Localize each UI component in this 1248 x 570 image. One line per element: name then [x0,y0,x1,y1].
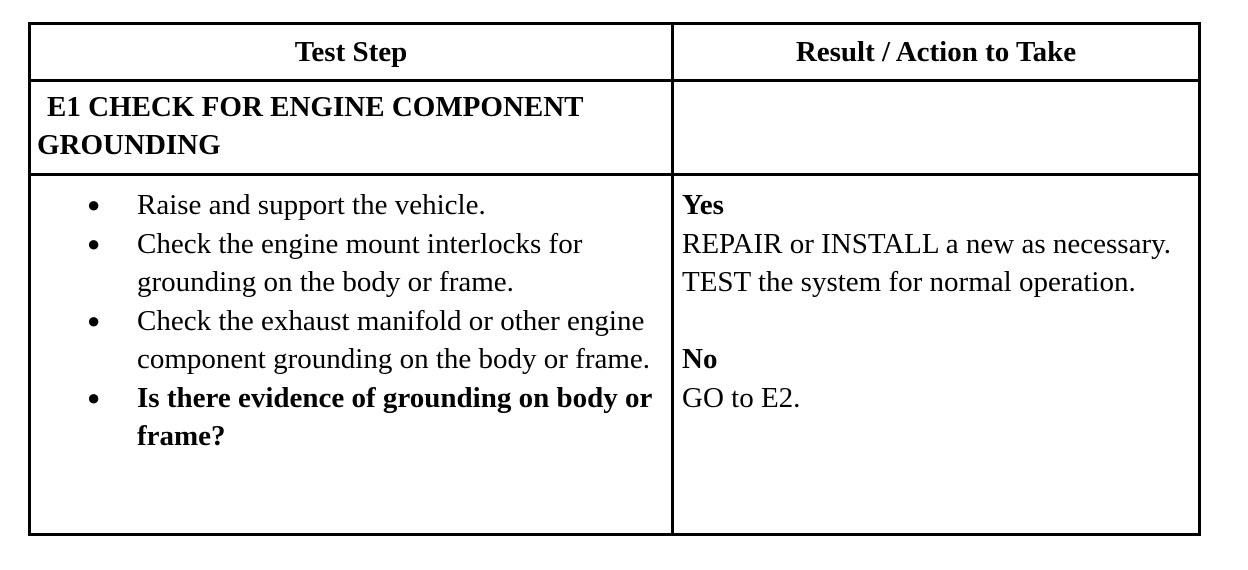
step-item: ● Raise and support the vehicle. [31,186,667,225]
step-body-row [30,175,1200,535]
step-title-line2: GROUNDING [37,129,221,161]
result-action-header: Result / Action to Take [673,24,1200,81]
result-cell [673,175,1200,535]
no-label: No [682,343,718,375]
step-title-line1: E1 CHECK FOR ENGINE COMPONENT [47,91,584,123]
no-action: GO to E2. [682,381,801,414]
step-question: ● Is there evidence of grounding on body or frame? [31,379,667,456]
step-item: ● Check the engine mount interlocks for grounding on the body or frame. [31,225,667,302]
step-title-row [30,81,1200,175]
bullet-icon: ● [87,230,101,256]
empty-result-cell [673,81,1200,175]
diagnostic-table [28,22,1201,536]
yes-action: REPAIR or INSTALL a new as necessary. TEST the system for normal operation. [682,227,1171,298]
test-step-header: Test Step [30,24,673,81]
step-item: ● Check the exhaust manifold or other engine component grounding on the body or frame. [31,302,667,379]
header-row [30,24,1200,81]
step-title-cell [30,81,673,175]
steps-list [31,186,667,456]
bullet-icon: ● [87,384,101,410]
bullet-icon: ● [87,307,101,333]
yes-label: Yes [682,189,724,221]
steps-cell [30,175,673,535]
bullet-icon: ● [87,192,101,217]
